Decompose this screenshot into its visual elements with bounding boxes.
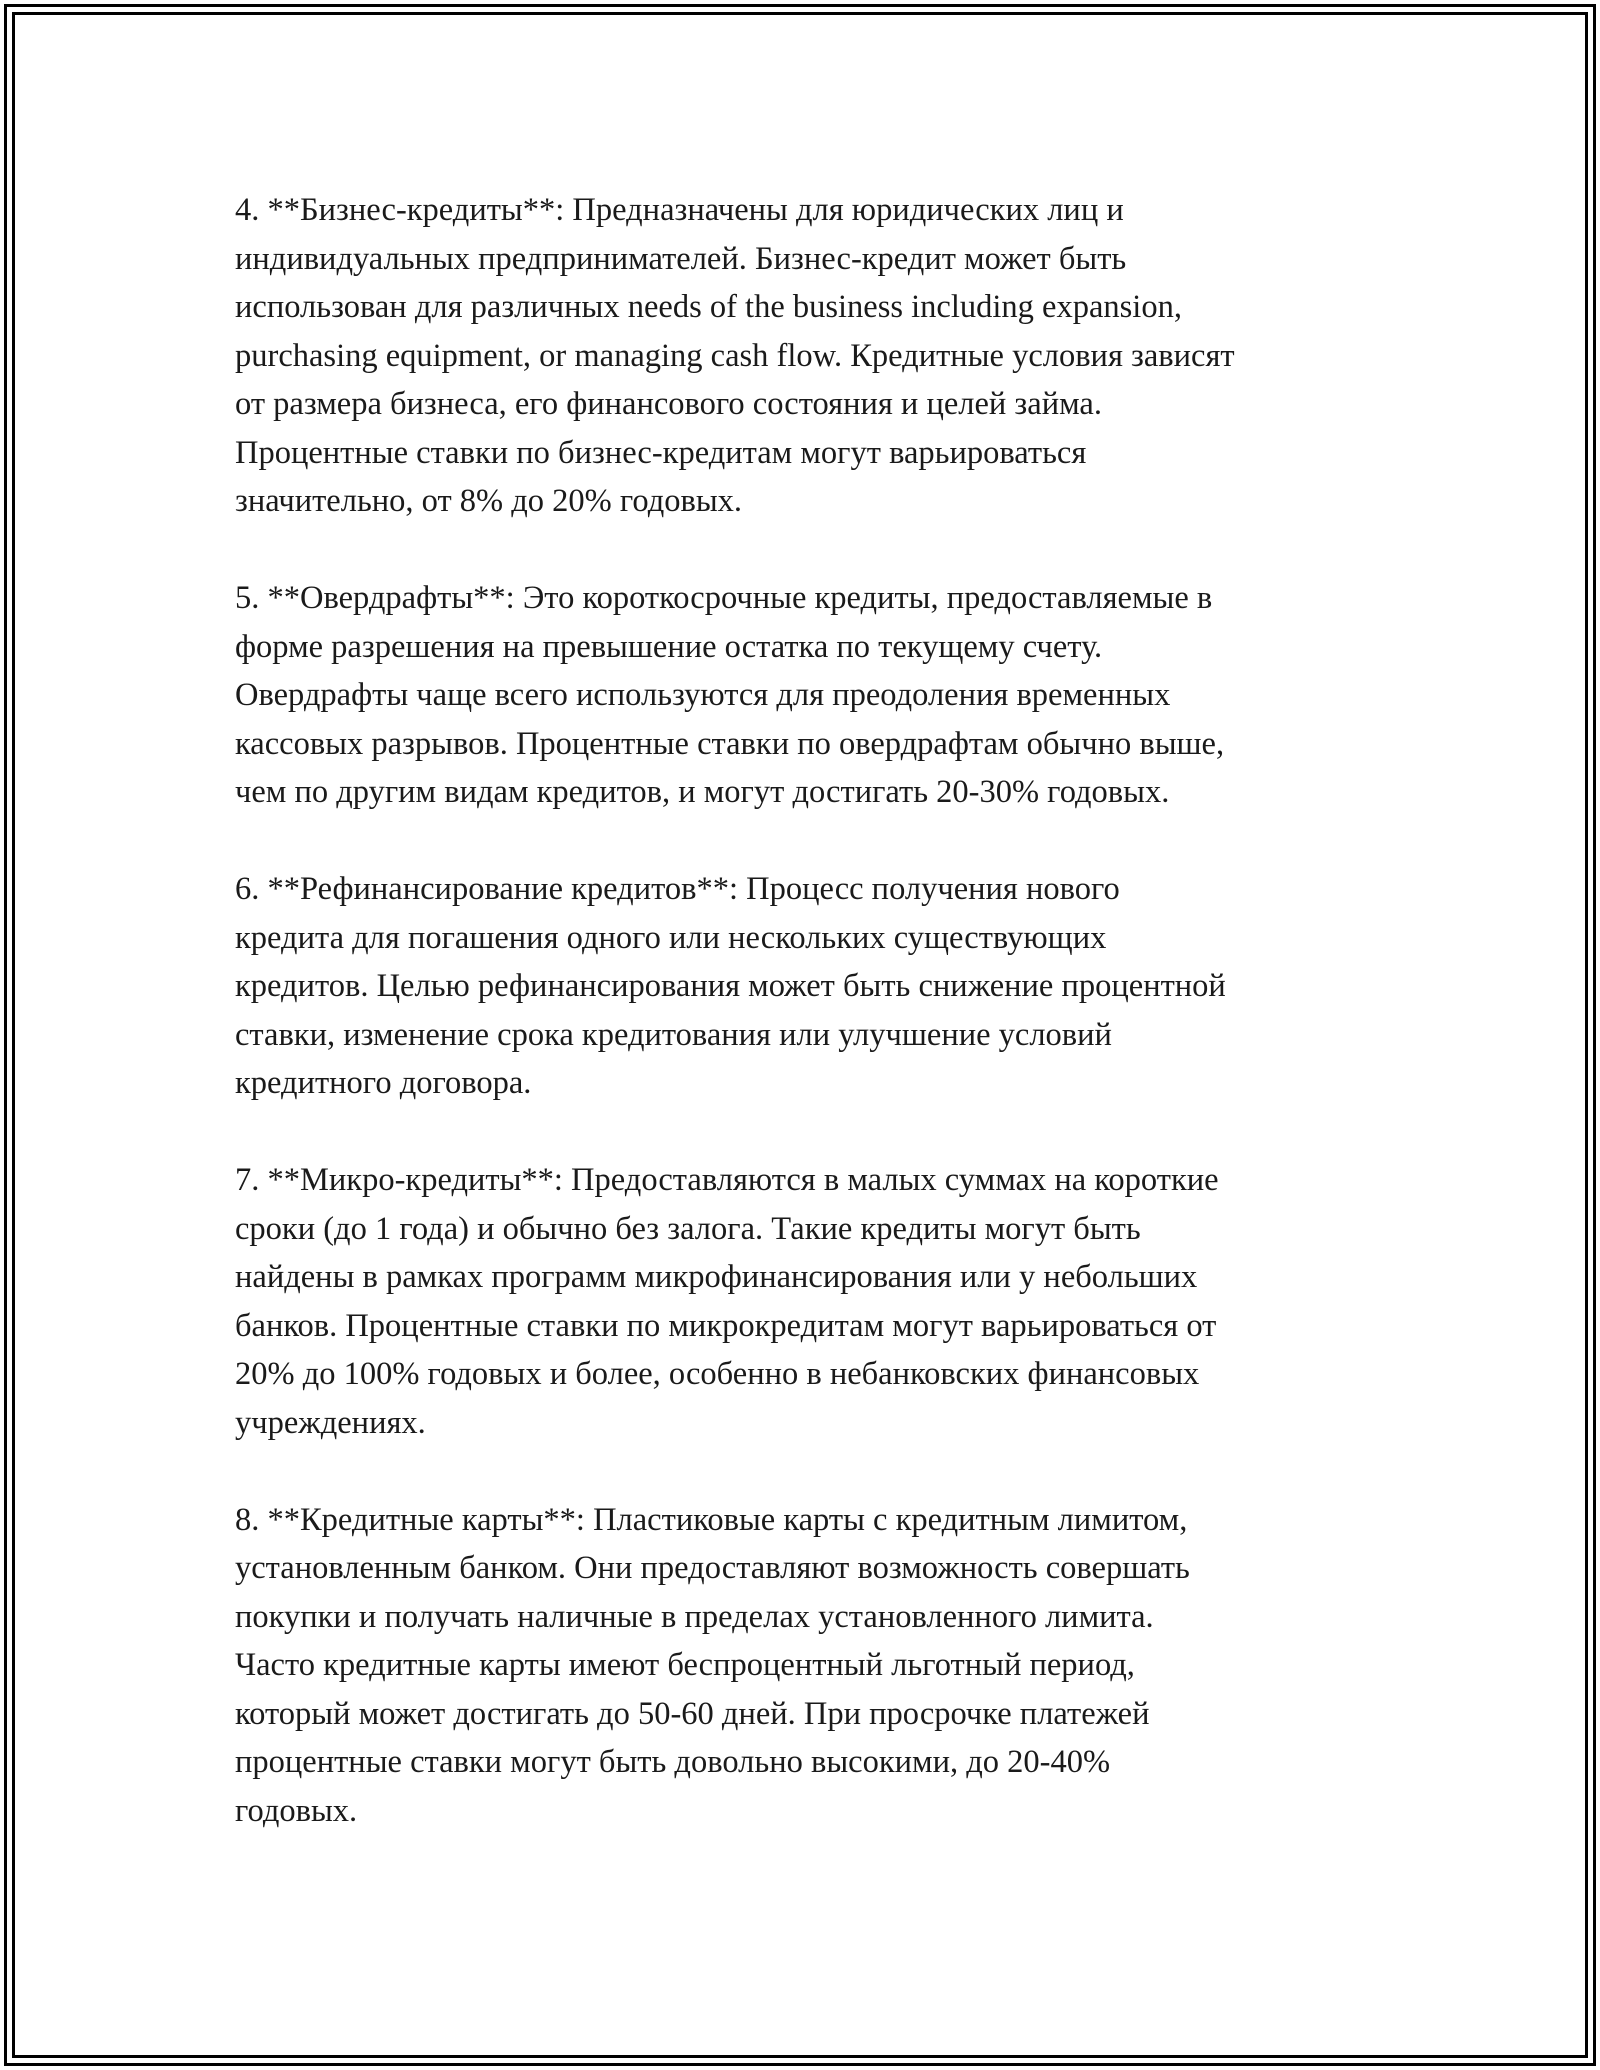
document-body xyxy=(235,186,1375,1884)
paragraph-micro-loans: 7. **Микро-кредиты**: Предоставляются в малых суммах на короткие сроки (до 1 года) и обычно без залога. Такие кредиты могут быть найдены в рамках программ микрофинансирования или у небольших банков. Процентные ставки по микрокредитам могут варьироваться от 20% до 100% годовых и более, особенно в небанковских финансовых учреждениях. xyxy=(235,1162,1219,1441)
paragraph-business-loans: 4. **Бизнес-кредиты**: Предназначены для юридических лиц и индивидуальных предпринимателей. Бизнес-кредит может быть использован для различных needs of the business including expansion, purchasing equipment, or managing cash flow. Кредитные условия зависят от размера бизнеса, его финансового состояния и целей займа. Процентные ставки по бизнес-кредитам могут варьироваться значительно, от 8% до 20% годовых. xyxy=(235,192,1235,519)
paragraph-overdrafts: 5. **Овердрафты**: Это короткосрочные кредиты, предоставляемые в форме разрешения на превышение остатка по текущему счету. Овердрафты чаще всего используются для преодоления временных кассовых разрывов. Процентные ставки по овердрафтам обычно выше, чем по другим видам кредитов, и могут достигать 20-30% годовых. xyxy=(235,580,1225,810)
paragraph-credit-cards: 8. **Кредитные карты**: Пластиковые карты с кредитным лимитом, установленным банком. Они предоставляют возможность совершать покупки и получать наличные в пределах установленного лимита. Часто кредитные карты имеют беспроцентный льготный период, который может достигать до 50-60 дней. При просрочке платежей процентные ставки могут быть довольно высокими, до 20-40% годовых. xyxy=(235,1501,1190,1829)
paragraph-refinancing: 6. **Рефинансирование кредитов**: Процесс получения нового кредита для погашения одного или нескольких существующих кредитов. Целью рефинансирования может быть снижение процентной ставки, изменение срока кредитования или улучшение условий кредитного договора. xyxy=(235,871,1226,1101)
